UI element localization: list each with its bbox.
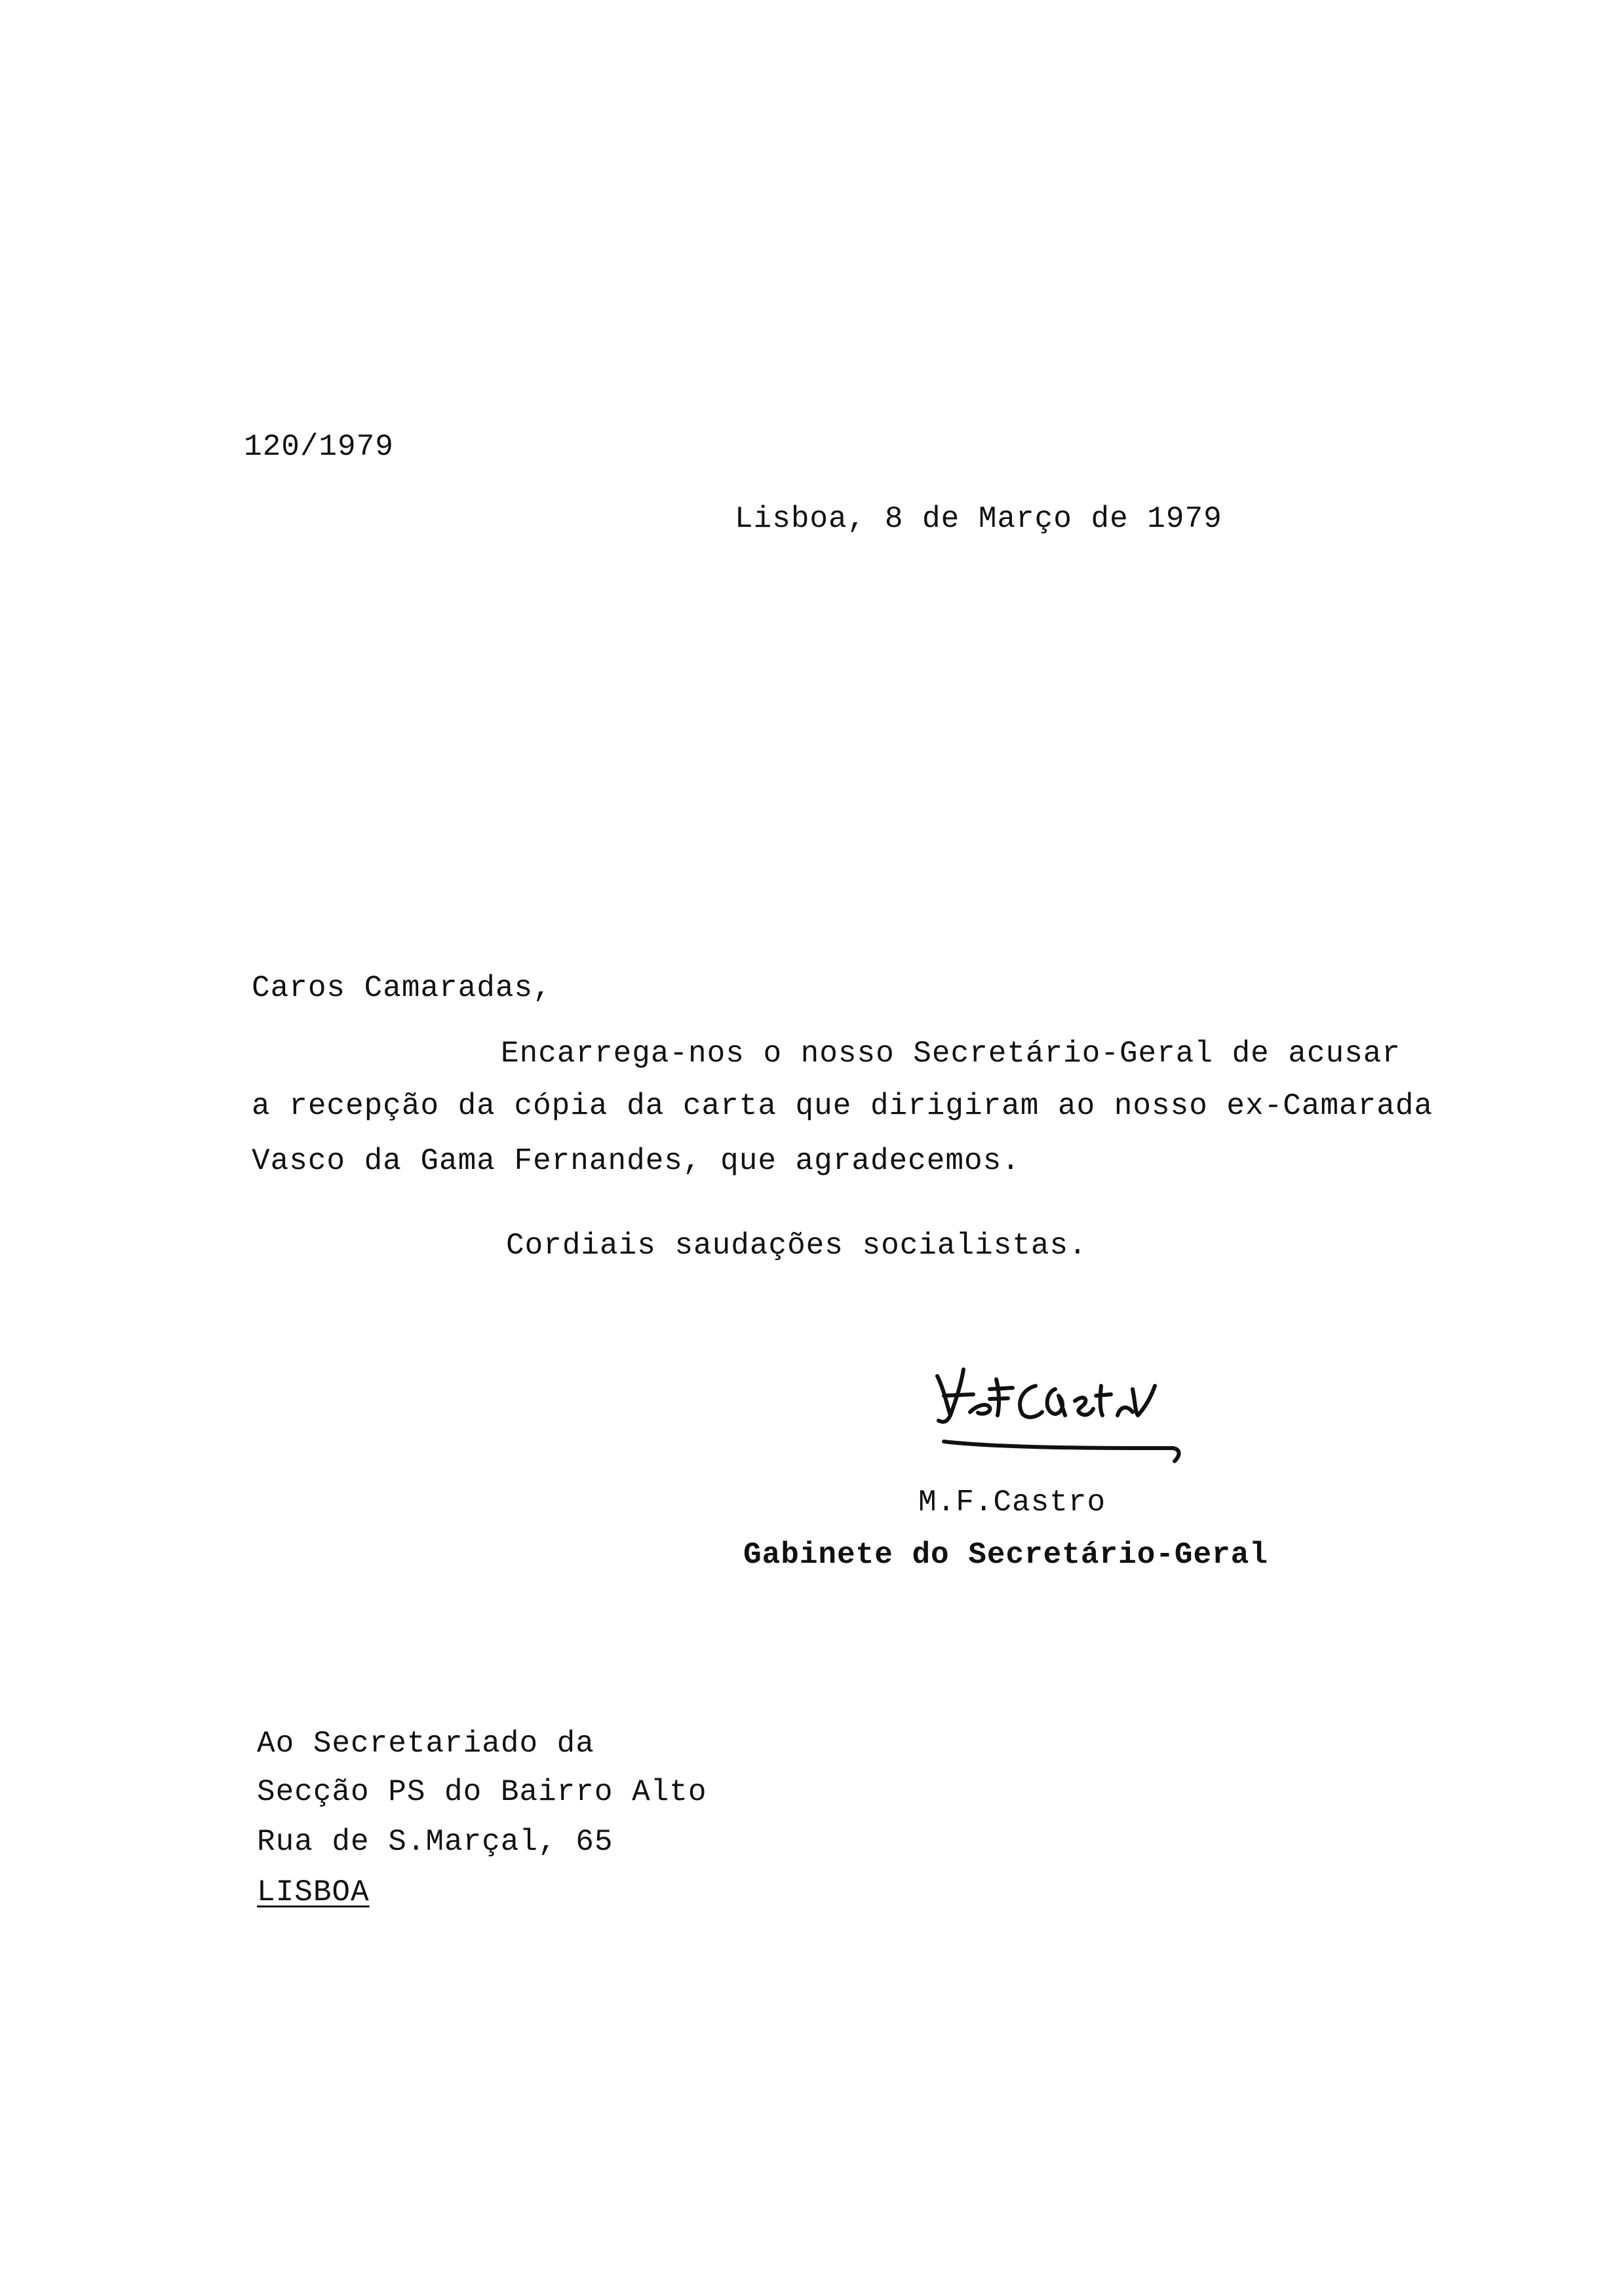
address-city: LISBOA bbox=[257, 1875, 370, 1909]
signatory-name: M.F.Castro bbox=[918, 1485, 1106, 1520]
address-line: Ao Secretariado da bbox=[257, 1727, 594, 1761]
signatory-role: Gabinete do Secretário-Geral bbox=[743, 1538, 1268, 1572]
salutation: Caros Camaradas, bbox=[252, 971, 552, 1005]
handwritten-signature bbox=[924, 1350, 1186, 1468]
reference-number: 120/1979 bbox=[244, 430, 394, 464]
place-date: Lisboa, 8 de Março de 1979 bbox=[735, 502, 1222, 536]
body-line: Vasco da Gama Fernandes, que agradecemos. bbox=[252, 1144, 1021, 1178]
closing: Cordiais saudações socialistas. bbox=[506, 1229, 1087, 1263]
address-line: Rua de S.Marçal, 65 bbox=[257, 1825, 613, 1859]
body-line: Encarrega-nos o nosso Secretário-Geral de acusar bbox=[501, 1037, 1401, 1071]
body-line: a recepção da cópia da carta que dirigiram ao nosso ex-Camarada bbox=[252, 1089, 1433, 1123]
address-line: Secção PS do Bairro Alto bbox=[257, 1775, 707, 1809]
